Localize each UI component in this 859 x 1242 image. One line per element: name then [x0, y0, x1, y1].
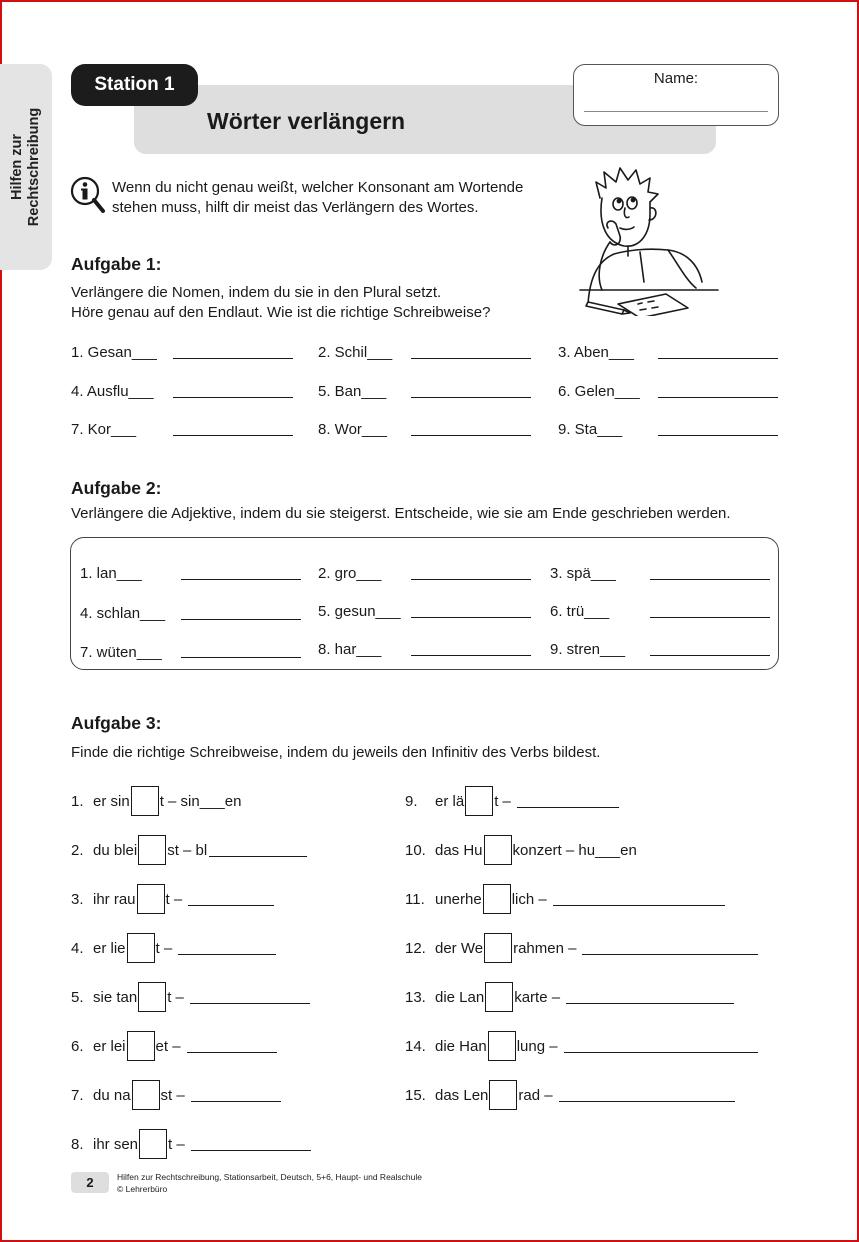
task1-item-7: 7. Kor___: [71, 421, 137, 438]
task1-instr-line-2: Höre genau auf den Endlaut. Wie ist die richtige Schreibweise?: [71, 304, 491, 321]
task1-item-8: 8. Wor___: [318, 421, 387, 438]
task2-answer-line-5[interactable]: [411, 617, 531, 618]
task3-post-7: st –: [160, 1086, 185, 1104]
task1-item-5: 5. Ban___: [318, 383, 387, 400]
letter-box-7[interactable]: [132, 1080, 160, 1110]
task2-item-5: 5. gesun___: [318, 603, 401, 620]
task1-answer-line-4[interactable]: [173, 397, 293, 398]
letter-box-3[interactable]: [137, 884, 165, 914]
task1-item-3: 3. Aben___: [558, 344, 634, 361]
task2-answer-line-3[interactable]: [650, 579, 770, 580]
task3-pre-10: das Hu: [435, 841, 483, 859]
task1-item-9: 9. Sta___: [558, 421, 623, 438]
task3-post-11: lich –: [511, 890, 547, 908]
task3-answer-line-15[interactable]: [559, 1088, 735, 1102]
task1-answer-line-9[interactable]: [658, 435, 778, 436]
task3-answer-line-3[interactable]: [188, 892, 274, 906]
task2-item-4: 4. schlan___: [80, 605, 166, 622]
task3-pre-1: er sin: [93, 792, 130, 810]
name-line: [584, 111, 768, 112]
task3-row-2: [71, 835, 307, 865]
task1-answer-line-1[interactable]: [173, 358, 293, 359]
task3-answer-line-5[interactable]: [190, 990, 310, 1004]
name-field[interactable]: [573, 64, 779, 126]
task3-post-12: rahmen –: [513, 939, 577, 957]
task3-pre-4: er lie: [93, 939, 126, 957]
task3-row-14: [405, 1031, 758, 1061]
info-text: [112, 178, 523, 218]
footer-line-1: Hilfen zur Rechtschreibung, Stationsarbeit, Deutsch, 5+6, Haupt- und Realschule: [117, 1172, 422, 1182]
letter-box-6[interactable]: [127, 1031, 155, 1061]
task3-post-5: t –: [167, 988, 184, 1006]
task3-row-12: [405, 933, 758, 963]
task2-item-9: 9. stren___: [550, 641, 626, 658]
task2-answer-line-2[interactable]: [411, 579, 531, 580]
task1-answer-line-5[interactable]: [411, 397, 531, 398]
task3-row-3: [71, 884, 274, 914]
task3-num-10: 10.: [405, 841, 426, 859]
task2-answer-line-8[interactable]: [411, 655, 531, 656]
task3-row-5: [71, 982, 310, 1012]
letter-box-1[interactable]: [131, 786, 159, 816]
task3-num-4: 4.: [71, 939, 84, 957]
task1-instruction: [71, 283, 490, 323]
letter-box-14[interactable]: [488, 1031, 516, 1061]
task2-instruction: Verlängere die Adjektive, indem du sie steigerst. Entscheide, wie sie am Ende geschrieben werden.: [71, 505, 731, 522]
task3-row-7: [71, 1080, 281, 1110]
letter-box-9[interactable]: [465, 786, 493, 816]
letter-box-8[interactable]: [139, 1129, 167, 1159]
task3-num-2: 2.: [71, 841, 84, 859]
task3-post-1: t – sin___en: [159, 792, 242, 810]
task3-answer-line-12[interactable]: [582, 941, 758, 955]
task3-num-14: 14.: [405, 1037, 426, 1055]
task3-post-14: lung –: [516, 1037, 558, 1055]
task3-num-6: 6.: [71, 1037, 84, 1055]
task3-answer-line-6[interactable]: [187, 1039, 277, 1053]
letter-box-4[interactable]: [127, 933, 155, 963]
task3-num-12: 12.: [405, 939, 426, 957]
task3-row-4: [71, 933, 276, 963]
task2-answer-line-6[interactable]: [650, 617, 770, 618]
station-badge: Station 1: [71, 64, 198, 106]
info-line-1: Wenn du nicht genau weißt, welcher Konsonant am Wortende: [112, 179, 524, 196]
task3-answer-line-13[interactable]: [566, 990, 734, 1004]
letter-box-5[interactable]: [138, 982, 166, 1012]
letter-box-2[interactable]: [138, 835, 166, 865]
info-magnifier-icon: [70, 176, 106, 216]
task3-post-3: t –: [165, 890, 183, 908]
letter-box-10[interactable]: [484, 835, 512, 865]
page-title: Wörter verlängern: [207, 108, 406, 134]
task1-answer-line-8[interactable]: [411, 435, 531, 436]
task3-num-1: 1.: [71, 792, 84, 810]
task3-pre-12: der We: [435, 939, 484, 957]
task2-answer-line-7[interactable]: [181, 657, 301, 658]
sidebar-line-2: Rechtschreibung: [26, 107, 42, 227]
task1-item-1: 1. Gesan___: [71, 344, 157, 361]
info-line-2: stehen muss, hilft dir meist das Verlängern des Wortes.: [112, 199, 479, 216]
task2-item-7: 7. wüten___: [80, 644, 162, 661]
letter-box-15[interactable]: [489, 1080, 517, 1110]
task3-answer-line-9[interactable]: [517, 794, 619, 808]
sidebar-label: [9, 108, 43, 226]
task1-item-2: 2. Schil___: [318, 344, 393, 361]
task3-row-11: [405, 884, 725, 914]
task2-answer-line-9[interactable]: [650, 655, 770, 656]
task3-pre-15: das Len: [435, 1086, 489, 1104]
task3-answer-line-11[interactable]: [553, 892, 725, 906]
task3-post-6: et –: [155, 1037, 181, 1055]
page-number: 2: [71, 1172, 109, 1193]
task1-item-4: 4. Ausflu___: [71, 383, 154, 400]
task3-heading: Aufgabe 3:: [71, 713, 162, 733]
name-label: Name:: [653, 70, 699, 87]
task1-answer-line-2[interactable]: [411, 358, 531, 359]
task3-num-3: 3.: [71, 890, 84, 908]
letter-box-12[interactable]: [484, 933, 512, 963]
task3-instruction: Finde die richtige Schreibweise, indem du jeweils den Infinitiv des Verbs bildest.: [71, 744, 601, 761]
task3-post-13: karte –: [514, 988, 561, 1006]
task2-answer-line-1[interactable]: [181, 579, 301, 580]
task3-row-1: [71, 786, 241, 816]
task3-pre-7: du na: [93, 1086, 131, 1104]
task3-pre-2: du blei: [93, 841, 138, 859]
task3-num-8: 8.: [71, 1135, 84, 1153]
task3-num-13: 13.: [405, 988, 426, 1006]
task3-pre-9: er lä: [435, 792, 465, 810]
sidebar-line-1: Hilfen zur: [9, 133, 25, 201]
task3-num-11: 11.: [405, 890, 425, 908]
task3-pre-11: unerhe: [435, 890, 482, 908]
task3-pre-8: ihr sen: [93, 1135, 139, 1153]
task3-row-6: [71, 1031, 277, 1061]
task3-row-10: [405, 835, 637, 865]
task3-post-2: st – bl: [167, 841, 208, 859]
task3-row-13: [405, 982, 734, 1012]
task3-num-15: 15.: [405, 1086, 426, 1104]
task3-row-15: [405, 1080, 735, 1110]
task1-instr-line-1: Verlängere die Nomen, indem du sie in den Plural setzt.: [71, 284, 442, 301]
task3-pre-5: sie tan: [93, 988, 138, 1006]
task3-pre-13: die Lan: [435, 988, 485, 1006]
task1-answer-line-3[interactable]: [658, 358, 778, 359]
task1-answer-line-7[interactable]: [173, 435, 293, 436]
task3-answer-line-2[interactable]: [209, 843, 307, 857]
task2-item-2: 2. gro___: [318, 565, 382, 582]
task3-row-8: [71, 1129, 311, 1159]
task3-pre-14: die Han: [435, 1037, 487, 1055]
task3-post-8: t –: [168, 1135, 185, 1153]
task2-item-3: 3. spä___: [550, 565, 616, 582]
task3-answer-line-14[interactable]: [564, 1039, 758, 1053]
footer-line-2: © Lehrerbüro: [117, 1184, 168, 1194]
task2-answer-line-4[interactable]: [181, 619, 301, 620]
task3-row-9: [405, 786, 619, 816]
task2-heading: Aufgabe 2:: [71, 478, 162, 498]
task1-answer-line-6[interactable]: [658, 397, 778, 398]
task2-item-1: 1. lan___: [80, 565, 142, 582]
task3-answer-line-7[interactable]: [191, 1088, 281, 1102]
task1-heading: Aufgabe 1:: [71, 254, 162, 274]
task3-answer-line-8[interactable]: [191, 1137, 311, 1151]
task3-num-9: 9.: [405, 792, 418, 810]
thinking-boy-illustration: [578, 164, 720, 316]
task3-pre-6: er lei: [93, 1037, 126, 1055]
task3-post-15: rad –: [518, 1086, 553, 1104]
task3-answer-line-4[interactable]: [178, 941, 276, 955]
task3-num-5: 5.: [71, 988, 84, 1006]
footer-text: [117, 1171, 422, 1195]
task2-item-8: 8. har___: [318, 641, 382, 658]
task2-item-6: 6. trü___: [550, 603, 610, 620]
letter-box-13[interactable]: [485, 982, 513, 1012]
task3-num-7: 7.: [71, 1086, 84, 1104]
letter-box-11[interactable]: [483, 884, 511, 914]
task3-post-9: t –: [494, 792, 511, 810]
task2-box: [70, 537, 779, 670]
task3-post-4: t –: [155, 939, 173, 957]
task1-item-6: 6. Gelen___: [558, 383, 640, 400]
task3-pre-3: ihr rau: [93, 890, 136, 908]
task3-post-10: konzert – hu___en: [512, 841, 637, 859]
